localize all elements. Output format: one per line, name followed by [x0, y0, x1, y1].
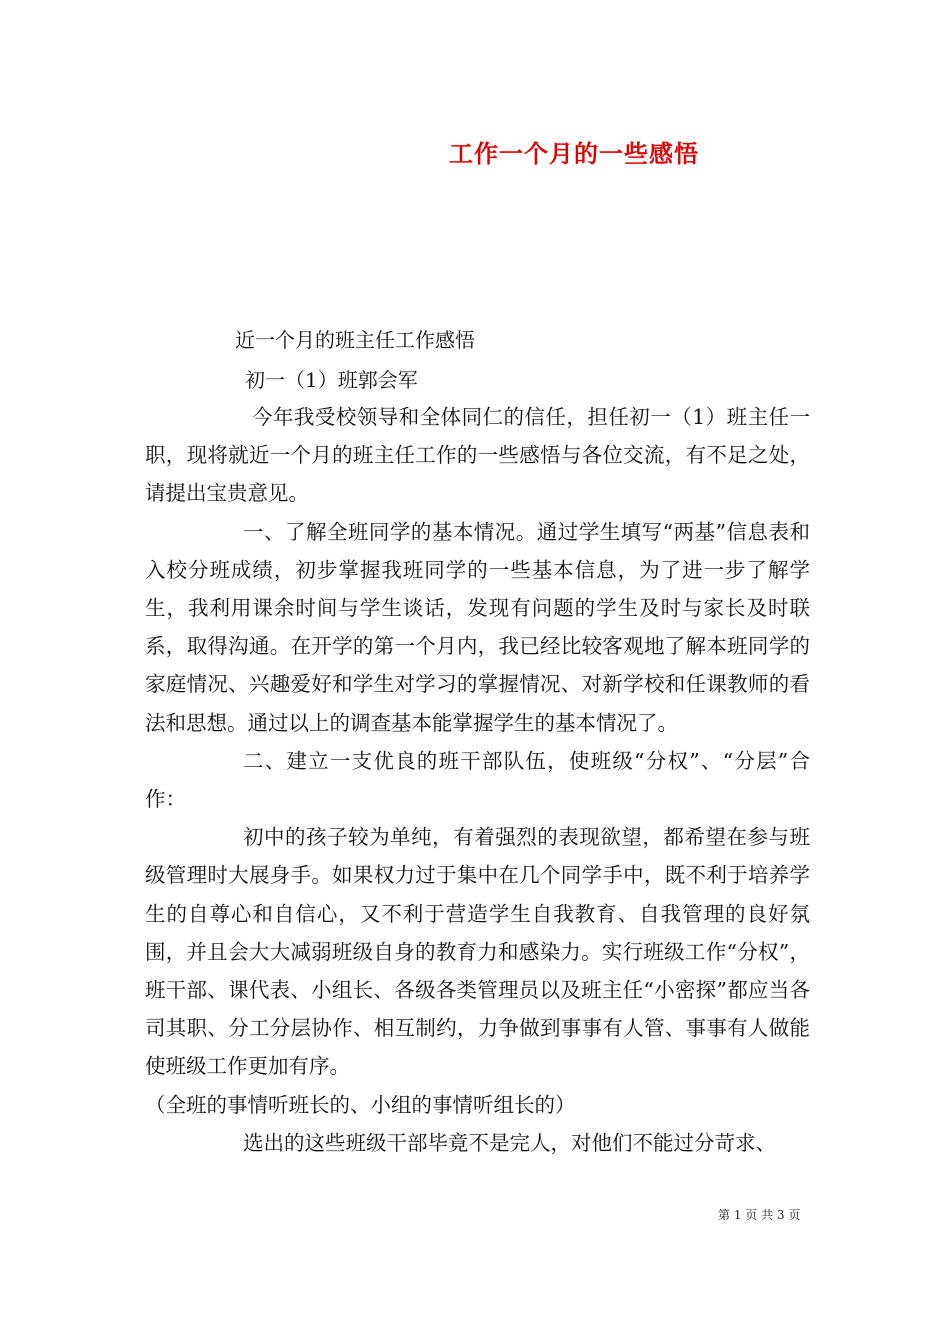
page-footer: 第 1 页 共 3 页 [718, 1208, 801, 1222]
document-subtitle: 近一个月的班主任工作感悟 [235, 328, 475, 352]
author-byline: 初一（1）班郭会军 [245, 368, 418, 392]
paragraph-section-two-body: 初中的孩子较为单纯，有着强烈的表现欲望，都希望在参与班级管理时大展身手。如果权力过于集中在几个同学手中，既不利于培养学生的自尊心和自信心，又不利于营造学生自我教育、自我管理的良好氛围，并且会大大减弱班级自身的教育力和感染力。实行班级工作“分权”，班干部、课代表、小组长、各级各类管理员以及班主任“小密探”都应当各司其职、分工分层协作、相互制约，力争做到事事有人管、事事有人做能使班级工作更加有序。 [145, 825, 810, 1079]
paragraph-section-two-heading: 二、建立一支优良的班干部队伍，使班级“分权”、“分层”合作： [145, 748, 810, 812]
paragraph-continued: 选出的这些班级干部毕竟不是完人，对他们不能过分苛求、 [243, 1130, 776, 1155]
paragraph-intro: 今年我受校领导和全体同仁的信任，担任初一（1）班主任一职，现将就近一个月的班主任工作的一些感悟与各位交流，有不足之处，请提出宝贵意见。 [145, 405, 810, 506]
document-body [145, 398, 810, 1162]
paragraph-section-one: 一、了解全班同学的基本情况。通过学生填写“两基”信息表和入校分班成绩，初步掌握我班同学的一些基本信息，为了进一步了解学生，我利用课余时间与学生谈话，发现有问题的学生及时与家长及时联系，取得沟通。在开学的第一个月内，我已经比较客观地了解本班同学的家庭情况、兴趣爱好和学生对学习的掌握情况、对新学校和任课教师的看法和思想。通过以上的调查基本能掌握学生的基本情况了。 [145, 519, 810, 735]
document-title: 工作一个月的一些感悟 [449, 139, 699, 168]
paragraph-note: （全班的事情听班长的、小组的事情听组长的） [145, 1092, 576, 1117]
